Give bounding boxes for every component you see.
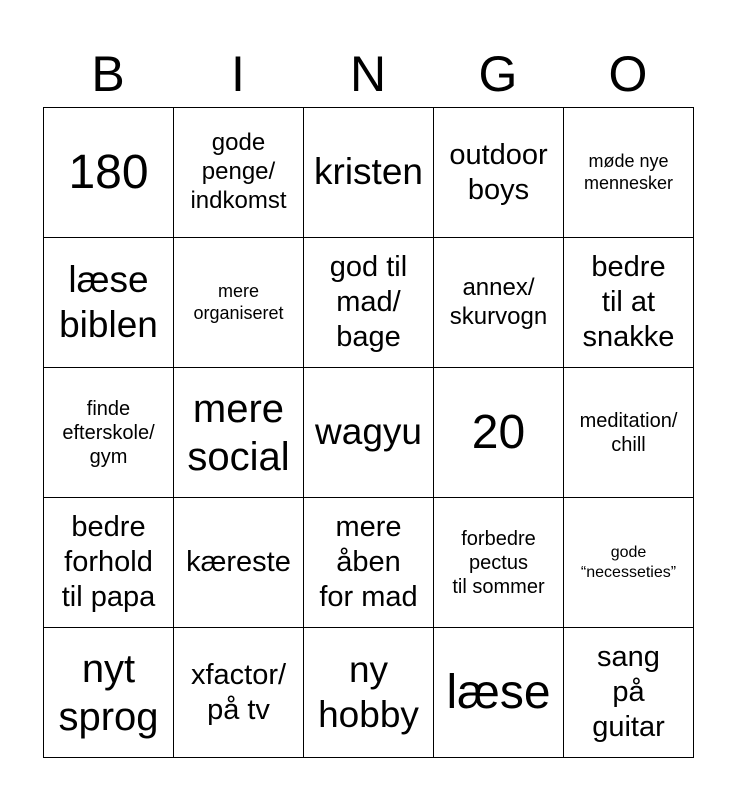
cell-text: nyt sprog (58, 646, 159, 739)
cell-text: 20 (471, 405, 526, 459)
bingo-cell-r3-c1[interactable] (174, 498, 304, 628)
cell-text: møde nye mennesker (583, 150, 674, 193)
bingo-cell-r4-c0[interactable] (44, 628, 174, 758)
bingo-cell-r4-c4[interactable] (564, 628, 694, 758)
cell-text: finde efterskole/ gym (62, 397, 155, 468)
bingo-cell-r3-c3[interactable] (434, 498, 564, 628)
header-letter-b: B (91, 46, 125, 102)
cell-text: ny hobby (318, 649, 419, 735)
cell-text: outdoor boys (449, 138, 548, 206)
bingo-cell-r1-c1[interactable] (174, 238, 304, 368)
bingo-cell-r3-c0[interactable] (44, 498, 174, 628)
cell-text: læse (446, 665, 551, 719)
bingo-cell-r4-c2[interactable] (304, 628, 434, 758)
bingo-cell-r1-c4[interactable] (564, 238, 694, 368)
bingo-cell-r2-c4[interactable] (564, 368, 694, 498)
cell-text: mere social (187, 386, 290, 479)
bingo-header (43, 40, 693, 108)
header-letter-n: N (349, 46, 387, 102)
bingo-cell-r0-c0[interactable] (44, 108, 174, 238)
cell-text: bedre forhold til papa (61, 511, 156, 613)
bingo-cell-r0-c4[interactable] (564, 108, 694, 238)
bingo-cell-r2-c2[interactable] (304, 368, 434, 498)
bingo-cell-r3-c4[interactable] (564, 498, 694, 628)
bingo-cell-r4-c1[interactable] (174, 628, 304, 758)
bingo-cell-r2-c1[interactable] (174, 368, 304, 498)
bingo-cell-r0-c1[interactable] (174, 108, 304, 238)
bingo-cell-r1-c0[interactable] (44, 238, 174, 368)
cell-text: kæreste (186, 546, 291, 579)
bingo-cell-r1-c3[interactable] (434, 238, 564, 368)
bingo-board (43, 107, 694, 758)
bingo-cell-r1-c2[interactable] (304, 238, 434, 368)
cell-text: wagyu (315, 411, 422, 453)
bingo-cell-r2-c3[interactable] (434, 368, 564, 498)
bingo-cell-r0-c3[interactable] (434, 108, 564, 238)
bingo-cell-r3-c2[interactable] (304, 498, 434, 628)
bingo-cell-r0-c2[interactable] (304, 108, 434, 238)
header-letter-o: O (608, 46, 648, 102)
cell-text: god til mad/ bage (329, 251, 408, 353)
cell-text: sang på guitar (592, 641, 665, 743)
cell-text: kristen (314, 151, 423, 193)
bingo-cell-r2-c0[interactable] (44, 368, 174, 498)
cell-text: bedre til at snakke (582, 251, 675, 353)
cell-text: forbedre pectus til sommer (452, 527, 545, 598)
cell-text: xfactor/ på tv (190, 658, 287, 726)
cell-text: meditation/ chill (579, 409, 678, 456)
cell-text: annex/ skurvogn (449, 273, 548, 330)
cell-text: mere organiseret (193, 280, 284, 323)
cell-text: gode “necesseties” (580, 544, 677, 581)
bingo-cell-r4-c3[interactable] (434, 628, 564, 758)
cell-text: 180 (68, 145, 149, 199)
cell-text: læse biblen (59, 259, 158, 345)
header-letter-i: I (231, 46, 245, 102)
cell-text: gode penge/ indkomst (190, 129, 287, 214)
cell-text: mere åben for mad (319, 511, 418, 613)
header-letter-g: G (478, 46, 518, 102)
